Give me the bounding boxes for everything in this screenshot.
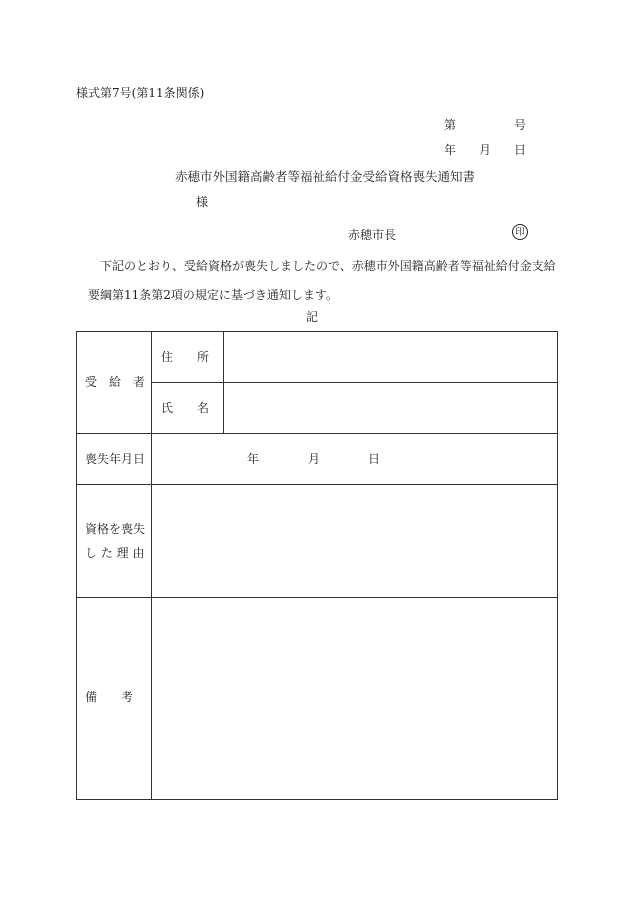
issuer-name: 赤穂市長	[348, 228, 397, 242]
table-line	[77, 433, 557, 434]
body-text-line-1: 下記のとおり、受給資格が喪失しましたので、赤穂市外国籍高齢者等福祉給付金支給	[100, 259, 556, 273]
notice-date-day: 日	[514, 143, 527, 157]
reason-label-line-1: 資格を喪失	[85, 522, 146, 536]
address-label: 住 所	[161, 350, 210, 364]
table-line	[151, 332, 152, 799]
addressee-suffix: 様	[196, 195, 209, 209]
notice-number-suffix: 号	[514, 118, 527, 132]
notice-date-month: 月	[479, 143, 492, 157]
loss-date-label: 喪失年月日	[85, 452, 146, 466]
name-field[interactable]	[227, 387, 553, 429]
loss-date-year: 年	[247, 452, 260, 466]
table-line	[77, 597, 557, 598]
reason-field[interactable]	[155, 488, 553, 592]
form-number: 様式第7号(第11条関係)	[76, 86, 205, 100]
seal-icon: 印	[512, 224, 528, 240]
body-text-line-2: 要綱第11条第2項の規定に基づき通知します。	[88, 288, 338, 302]
notice-date-year: 年	[444, 143, 457, 157]
loss-date-day: 日	[368, 452, 381, 466]
loss-date-month: 月	[308, 452, 321, 466]
notice-table	[76, 331, 558, 800]
table-line	[77, 484, 557, 485]
remarks-field[interactable]	[155, 602, 553, 794]
remarks-label: 備 考	[85, 690, 134, 704]
table-line	[223, 332, 224, 433]
name-label: 氏 名	[161, 401, 210, 415]
document-title: 赤穂市外国籍高齢者等福祉給付金受給資格喪失通知書	[175, 169, 476, 184]
notice-number-prefix: 第	[444, 118, 457, 132]
address-field[interactable]	[227, 336, 553, 378]
reason-label-line-2: し た 理 由	[85, 546, 145, 560]
table-line	[152, 382, 558, 383]
ki-heading: 記	[306, 310, 319, 324]
recipient-label: 受 給 者	[85, 375, 146, 389]
